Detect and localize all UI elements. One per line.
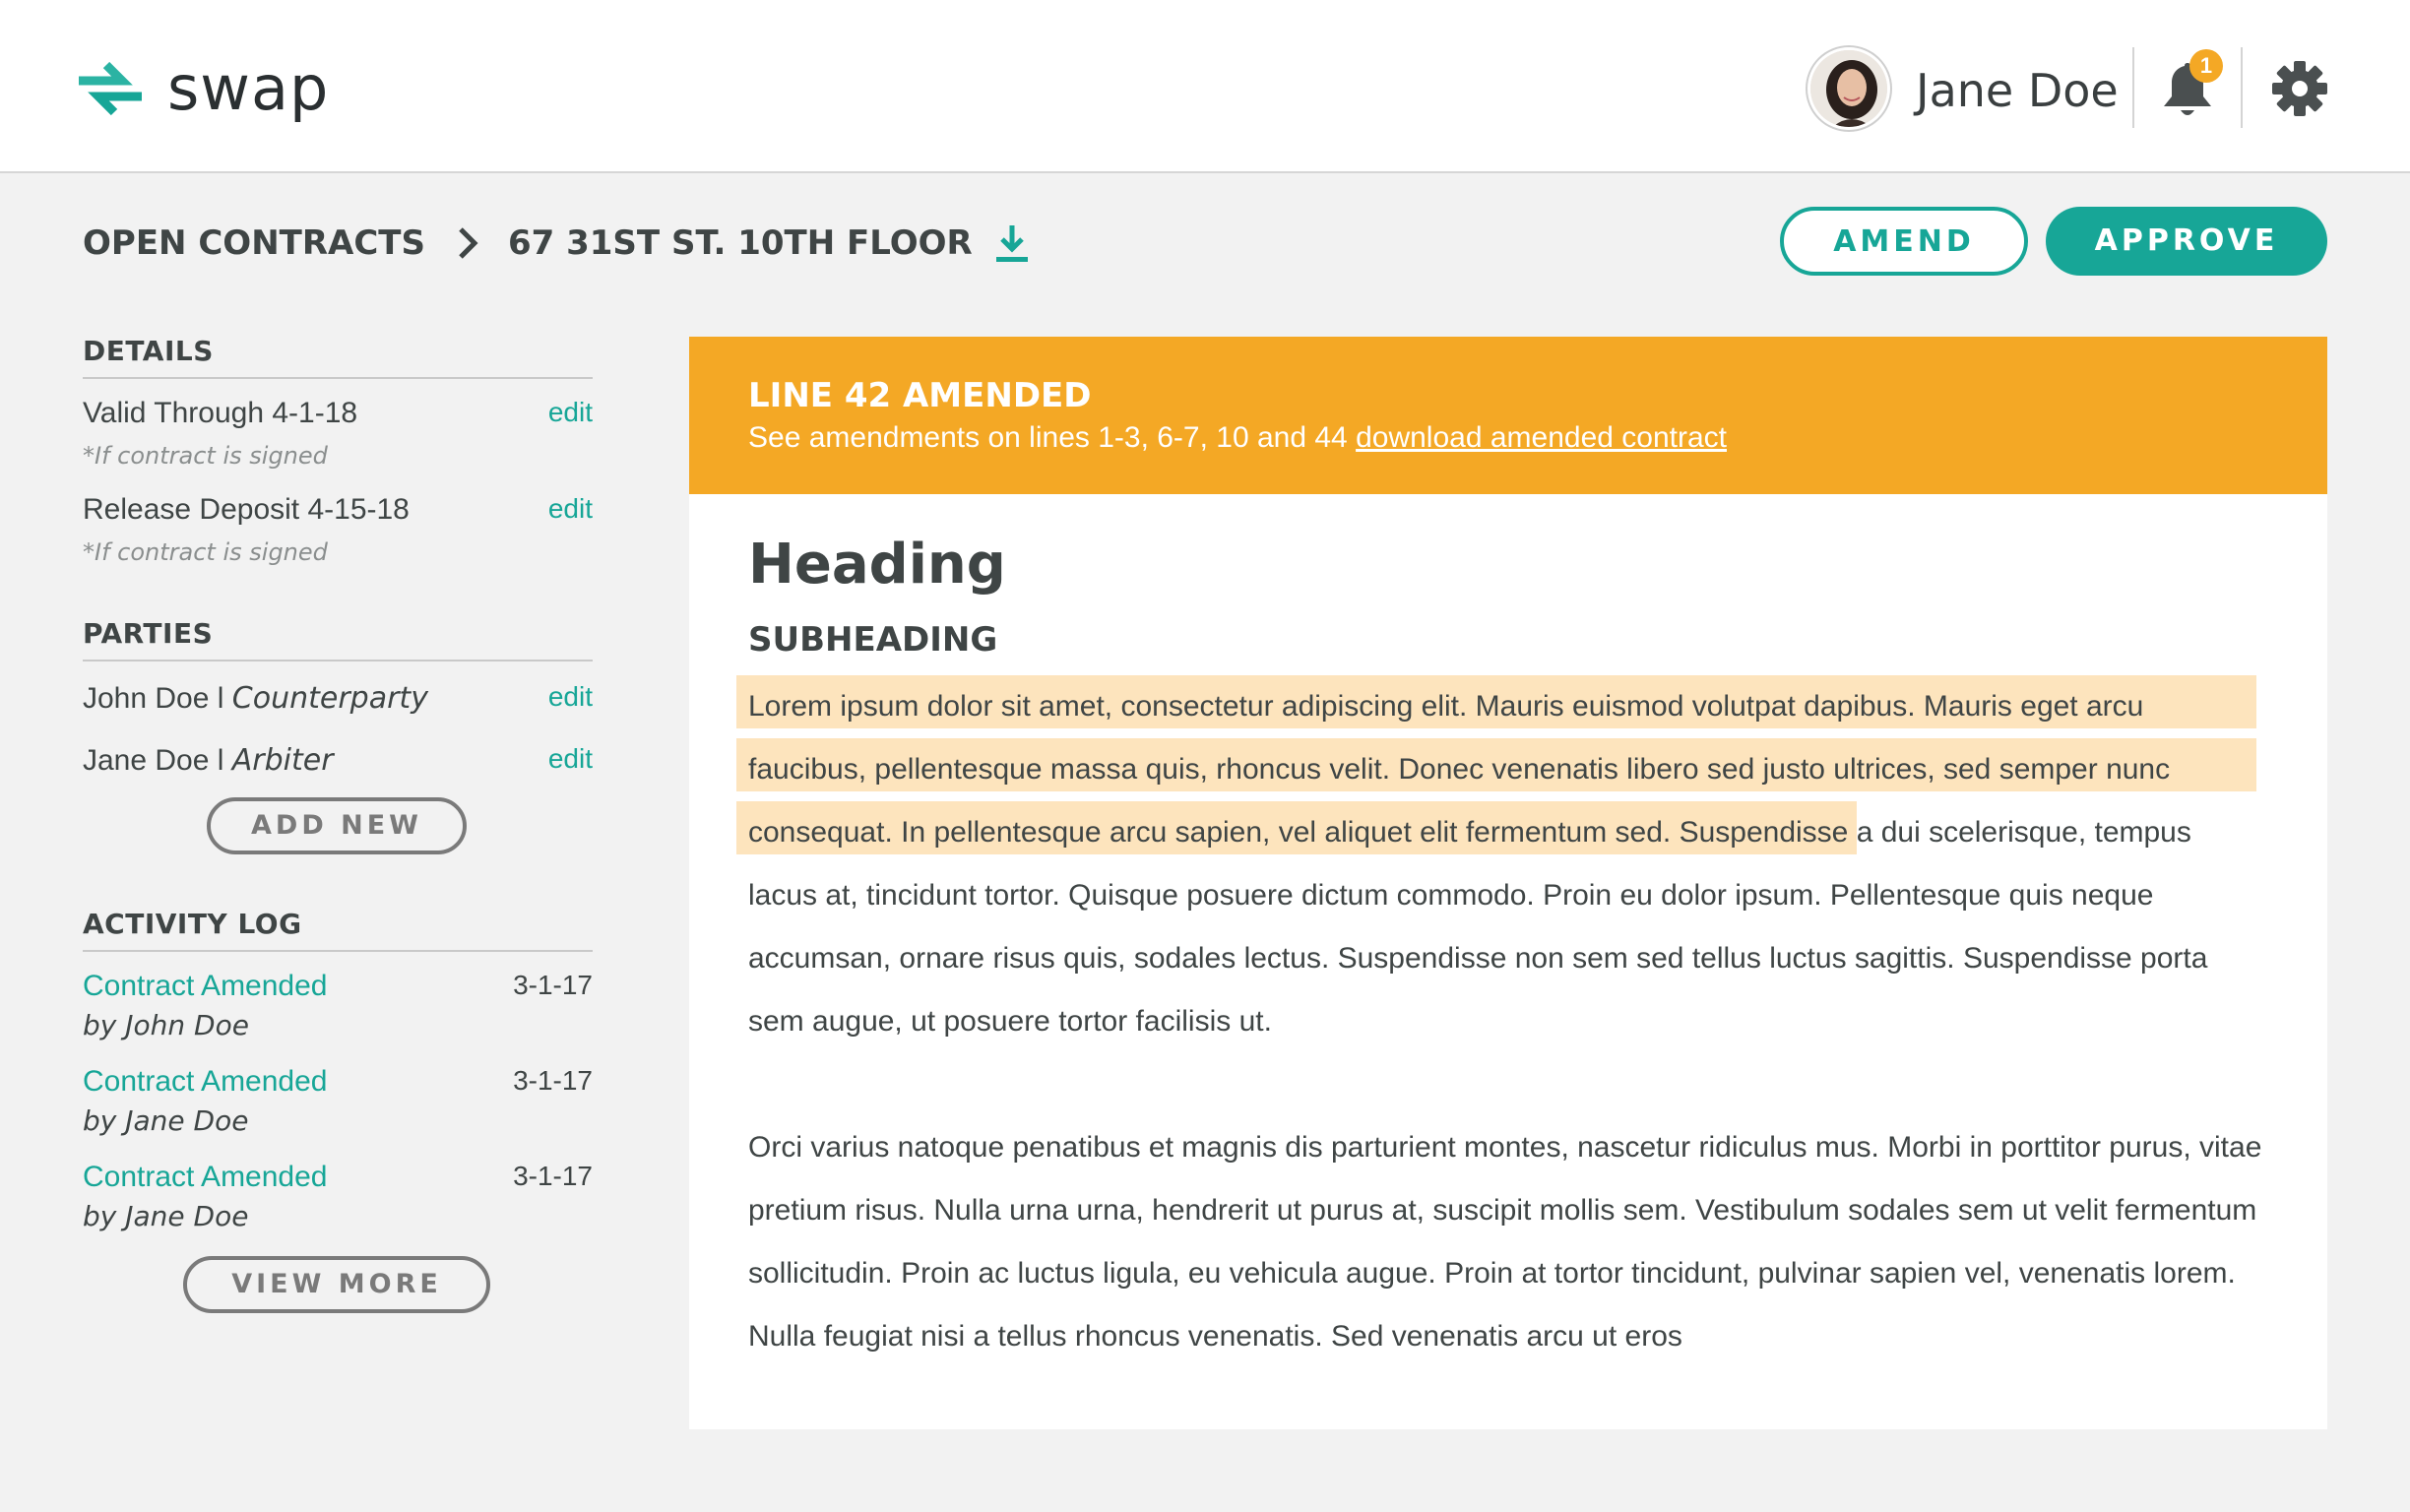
view-more-button[interactable]: VIEW MORE — [183, 1256, 490, 1313]
paragraph-text: Lorem ipsum dolor sit amet, consectetur adipiscing elit. Mauris euismod volutpat dapibus. Mauris eget arcu faucibus, pellentesque massa quis, rhoncus velit. Donec venenatis libero sed justo ultrices, sed semper nunc consequat. In pellentesque arcu sapien, vel aliquet elit fermentum sed. Suspendisse a dui scelerisque, tempus lacus at, tincidunt tortor. Quisque posuere dictum commodo. Proin eu dolor ipsum. Pellentesque quis neque accumsan, ornare risus quis, sodales lectus. Suspendisse non sem sed tellus luctus sagittis. Suspendisse porta sem augue, ut posuere tortor facilisis ut. — [748, 690, 2208, 1038]
detail-item — [83, 397, 593, 470]
add-new-button[interactable]: ADD NEW — [207, 797, 467, 854]
banner-message: See amendments on lines 1-3, 6-7, 10 and 44 — [748, 421, 1357, 454]
detail-note: *If contract is signed — [83, 538, 328, 566]
details-title: DETAILS — [83, 335, 593, 379]
app-name: swap — [167, 52, 330, 124]
document-body — [689, 530, 2327, 1368]
detail-item — [83, 493, 593, 566]
party-item — [83, 681, 593, 716]
activity-item — [83, 1161, 593, 1232]
party-role: Counterparty — [231, 681, 428, 716]
amendment-banner — [689, 337, 2327, 494]
breadcrumb-current: 67 31ST ST. 10TH FLOOR — [507, 223, 973, 263]
activity-author: by John Doe — [83, 1009, 249, 1041]
app-logo[interactable] — [79, 52, 330, 124]
download-icon[interactable] — [994, 221, 1030, 265]
activity-item — [83, 1065, 593, 1137]
breadcrumb-open-contracts[interactable]: OPEN CONTRACTS — [83, 223, 425, 263]
paragraph-text: Orci varius natoque penatibus et magnis dis parturient montes, nascetur ridiculus mus. Morbi in porttitor purus, vitae pretium risus. Nulla urna urna, hendrerit ut purus at, suscipit mollis sem. Vestibulum sodales sem ut velit fermentum sollicitudin. Proin ac luctus ligula, eu vehicula augue. Proin at tortor tincidunt, pulvinar sapien vel, venenatis lorem. Nulla feugiat nisi a tellus rhoncus venenatis. Sed venenatis arcu ut eros — [748, 1131, 2262, 1353]
user-avatar-icon — [1810, 50, 1890, 130]
amend-button[interactable]: AMEND — [1780, 207, 2028, 276]
detail-label: Valid Through 4-1-18 — [83, 397, 358, 429]
approve-button[interactable]: APPROVE — [2046, 207, 2327, 276]
swap-logo-icon — [79, 57, 142, 120]
banner-title: LINE 42 AMENDED — [748, 376, 1092, 415]
activity-date: 3-1-17 — [513, 1161, 593, 1191]
activity-link[interactable]: Contract Amended — [83, 1161, 328, 1193]
banner-text — [748, 421, 2327, 455]
activity-date: 3-1-17 — [513, 970, 593, 1000]
activity-log-title: ACTIVITY LOG — [83, 908, 593, 952]
edit-link[interactable]: edit — [547, 743, 593, 774]
edit-link[interactable]: edit — [547, 397, 593, 427]
activity-author: by Jane Doe — [83, 1104, 249, 1137]
party-name: John Doe — [83, 682, 210, 715]
avatar[interactable] — [1808, 47, 1890, 130]
activity-item — [83, 970, 593, 1041]
detail-note: *If contract is signed — [83, 442, 328, 470]
divider — [2132, 47, 2134, 128]
activity-date: 3-1-17 — [513, 1065, 593, 1096]
party-separator: l — [209, 744, 232, 777]
contract-document — [689, 337, 2327, 1429]
document-paragraph[interactable] — [748, 1116, 2268, 1368]
detail-label: Release Deposit 4-15-18 — [83, 493, 410, 526]
notification-badge: 1 — [2189, 49, 2223, 83]
sidebar — [83, 335, 593, 1313]
party-name: Jane Doe — [83, 744, 210, 777]
party-separator: l — [209, 682, 232, 715]
edit-link[interactable]: edit — [547, 681, 593, 712]
parties-title: PARTIES — [83, 617, 593, 662]
download-amended-contract-link[interactable]: download amended contract — [1356, 421, 1727, 454]
user-name[interactable]: Jane Doe — [1916, 64, 2119, 117]
party-entry — [83, 743, 593, 778]
activity-link[interactable]: Contract Amended — [83, 970, 328, 1002]
divider — [2241, 47, 2243, 128]
chevron-right-icon — [451, 223, 486, 263]
top-bar — [0, 0, 2410, 173]
document-subheading: SUBHEADING — [748, 620, 998, 660]
party-entry — [83, 681, 593, 716]
edit-link[interactable]: edit — [547, 493, 593, 524]
party-item — [83, 743, 593, 778]
document-heading: Heading — [748, 533, 1006, 597]
gear-icon[interactable] — [2270, 59, 2329, 118]
activity-link[interactable]: Contract Amended — [83, 1065, 328, 1098]
party-role: Arbiter — [231, 743, 334, 778]
document-paragraph[interactable] — [748, 675, 2268, 1053]
activity-author: by Jane Doe — [83, 1200, 249, 1232]
breadcrumb — [83, 219, 1030, 268]
